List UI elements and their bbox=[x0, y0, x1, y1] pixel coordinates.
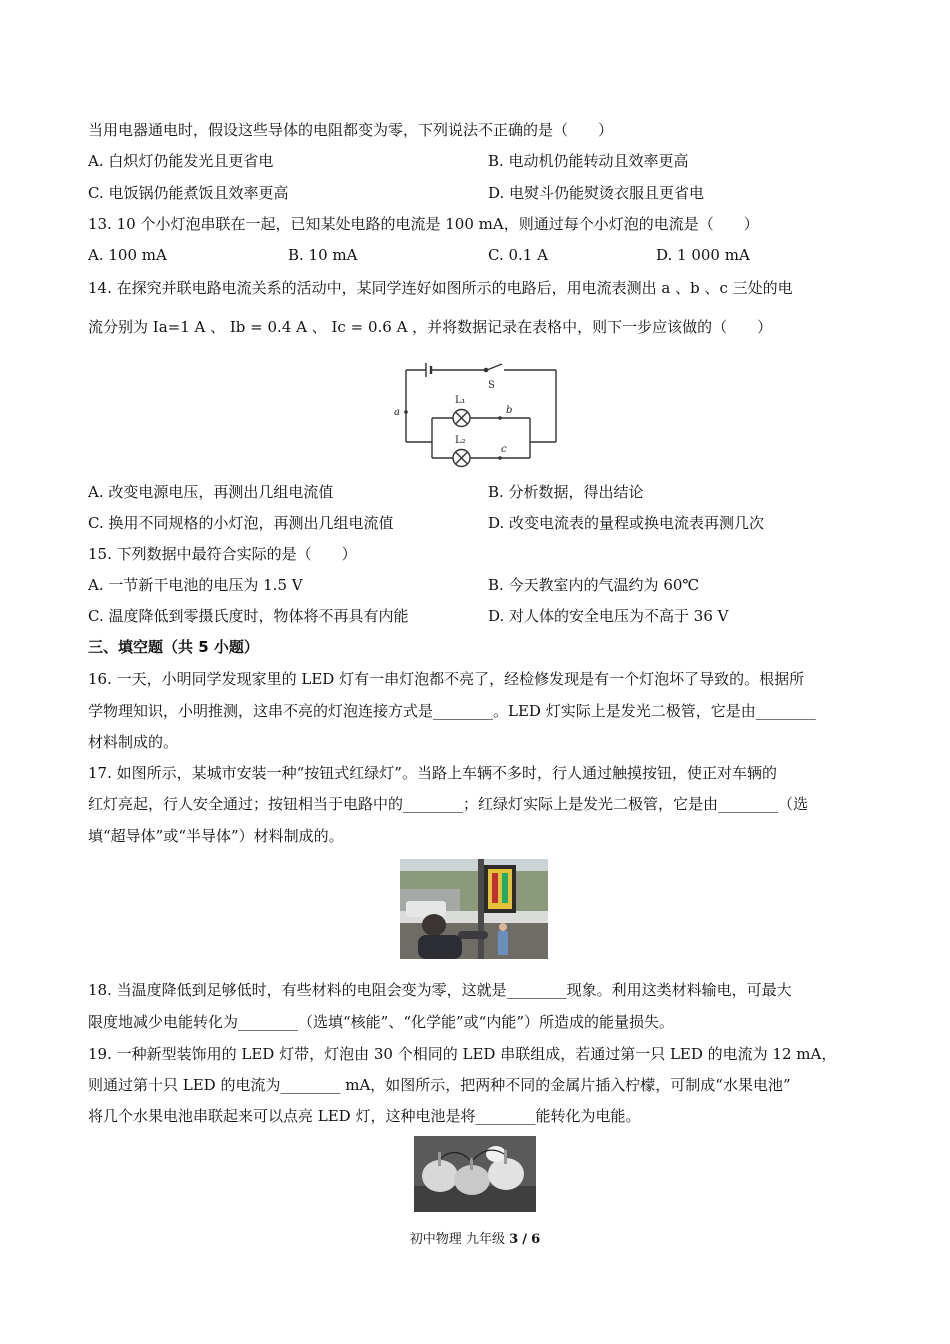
question-15-stem: 15. 下列数据中最符合实际的是（ ） bbox=[88, 545, 357, 563]
question-19-line-3: 将几个水果电池串联起来可以点亮 LED 灯，这种电池是将________能转化为电能。 bbox=[88, 1107, 641, 1125]
option-12-b: B. 电动机仍能转动且效率更高 bbox=[488, 152, 689, 170]
label-l2: L₂ bbox=[455, 435, 466, 446]
question-19-line-1: 19. 一种新型装饰用的 LED 灯带，灯泡由 30 个相同的 LED 串联组成，若通过第一只 LED 的电流为 12 mA， bbox=[88, 1045, 837, 1063]
option-15-b: B. 今天教室内的气温约为 60℃ bbox=[488, 576, 700, 594]
footer-grade: 九年级 bbox=[465, 1232, 505, 1247]
switch-lever bbox=[487, 364, 502, 370]
question-17-line-3: 填“超导体”或“半导体”）材料制成的。 bbox=[88, 827, 344, 845]
fruit-battery-photo bbox=[414, 1136, 536, 1212]
question-13-stem: 13. 10 个小灯泡串联在一起，已知某处电路的电流是 100 mA，则通过每个小灯泡的电流是（ ） bbox=[88, 215, 759, 233]
label-switch: S bbox=[488, 380, 495, 391]
question-14-stem-1: 14. 在探究并联电路电流关系的活动中，某同学连好如图所示的电路后，用电流表测出 a 、b 、c 三处的电 bbox=[88, 279, 793, 297]
label-l1: L₁ bbox=[455, 395, 466, 406]
footer-subject: 初中物理 bbox=[409, 1232, 462, 1247]
lamp-l1-icon bbox=[453, 410, 470, 427]
footer-separator: / bbox=[522, 1232, 528, 1247]
footer-page-number: 3 bbox=[509, 1232, 519, 1247]
option-13-a: A. 100 mA bbox=[88, 246, 167, 264]
label-point-a: a bbox=[394, 407, 400, 418]
option-13-b: B. 10 mA bbox=[288, 246, 358, 264]
option-15-d: D. 对人体的安全电压为不高于 36 V bbox=[488, 607, 729, 625]
option-12-a: A. 白炽灯仍能发光且更省电 bbox=[88, 152, 274, 170]
question-16-line-2: 学物理知识，小明推测，这串不亮的灯泡连接方式是________。LED 灯实际上是发光二极管，它是由________ bbox=[88, 702, 816, 720]
question-18-line-2: 限度地减少电能转化为________（选填“核能”、“化学能”或“内能”）所造成的能量损失。 bbox=[88, 1013, 675, 1031]
circuit-diagram bbox=[390, 358, 570, 470]
question-18-line-1: 18. 当温度降低到足够低时，有些材料的电阻会变为零，这就是________现象。利用这类材料输电，可最大 bbox=[88, 981, 792, 999]
option-12-d: D. 电熨斗仍能熨烫衣服且更省电 bbox=[488, 184, 705, 202]
question-12-stem: 当用电器通电时，假设这些导体的电阻都变为零，下列说法不正确的是（ ） bbox=[88, 121, 614, 139]
question-17-line-2: 红灯亮起，行人安全通过；按钮相当于电路中的________；红绿灯实际上是发光二极管，它是由________（选 bbox=[88, 795, 809, 813]
option-12-c: C. 电饭锅仍能煮饭且效率更高 bbox=[88, 184, 289, 202]
option-14-a: A. 改变电源电压，再测出几组电流值 bbox=[88, 483, 334, 501]
option-15-a: A. 一节新干电池的电压为 1.5 V bbox=[88, 576, 303, 594]
option-14-c: C. 换用不同规格的小灯泡，再测出几组电流值 bbox=[88, 514, 394, 532]
question-14-stem-2: 流分别为 Ia=1 A 、 Ib = 0.4 A 、 Ic = 0.6 A ，并将数据记录在表格中，则下一步应该做的（ ） bbox=[88, 318, 773, 336]
question-17-line-1: 17. 如图所示，某城市安装一种“按钮式红绿灯”。当路上车辆不多时，行人通过触摸按钮，使正对车辆的 bbox=[88, 764, 777, 782]
option-13-c: C. 0.1 A bbox=[488, 246, 548, 264]
option-14-b: B. 分析数据，得出结论 bbox=[488, 483, 644, 501]
page-footer bbox=[0, 1228, 950, 1247]
question-19-line-2: 则通过第十只 LED 的电流为________ mA，如图所示，把两种不同的金属片插入柠檬，可制成“水果电池” bbox=[88, 1076, 791, 1094]
lamp-l2-icon bbox=[453, 450, 470, 467]
traffic-light-photo bbox=[400, 859, 548, 959]
option-13-d: D. 1 000 mA bbox=[656, 246, 750, 264]
question-16-line-1: 16. 一天，小明同学发现家里的 LED 灯有一串灯泡都不亮了，经检修发现是有一个灯泡坏了导致的。根据所 bbox=[88, 670, 805, 688]
footer-page-total: 6 bbox=[531, 1232, 541, 1247]
question-16-line-3: 材料制成的。 bbox=[88, 733, 179, 751]
option-14-d: D. 改变电流表的量程或换电流表再测几次 bbox=[488, 514, 765, 532]
section-heading: 三、填空题（共 5 小题） bbox=[88, 638, 259, 656]
option-15-c: C. 温度降低到零摄氏度时，物体将不再具有内能 bbox=[88, 607, 409, 625]
label-point-b: b bbox=[506, 405, 513, 416]
label-point-c: c bbox=[501, 444, 507, 455]
